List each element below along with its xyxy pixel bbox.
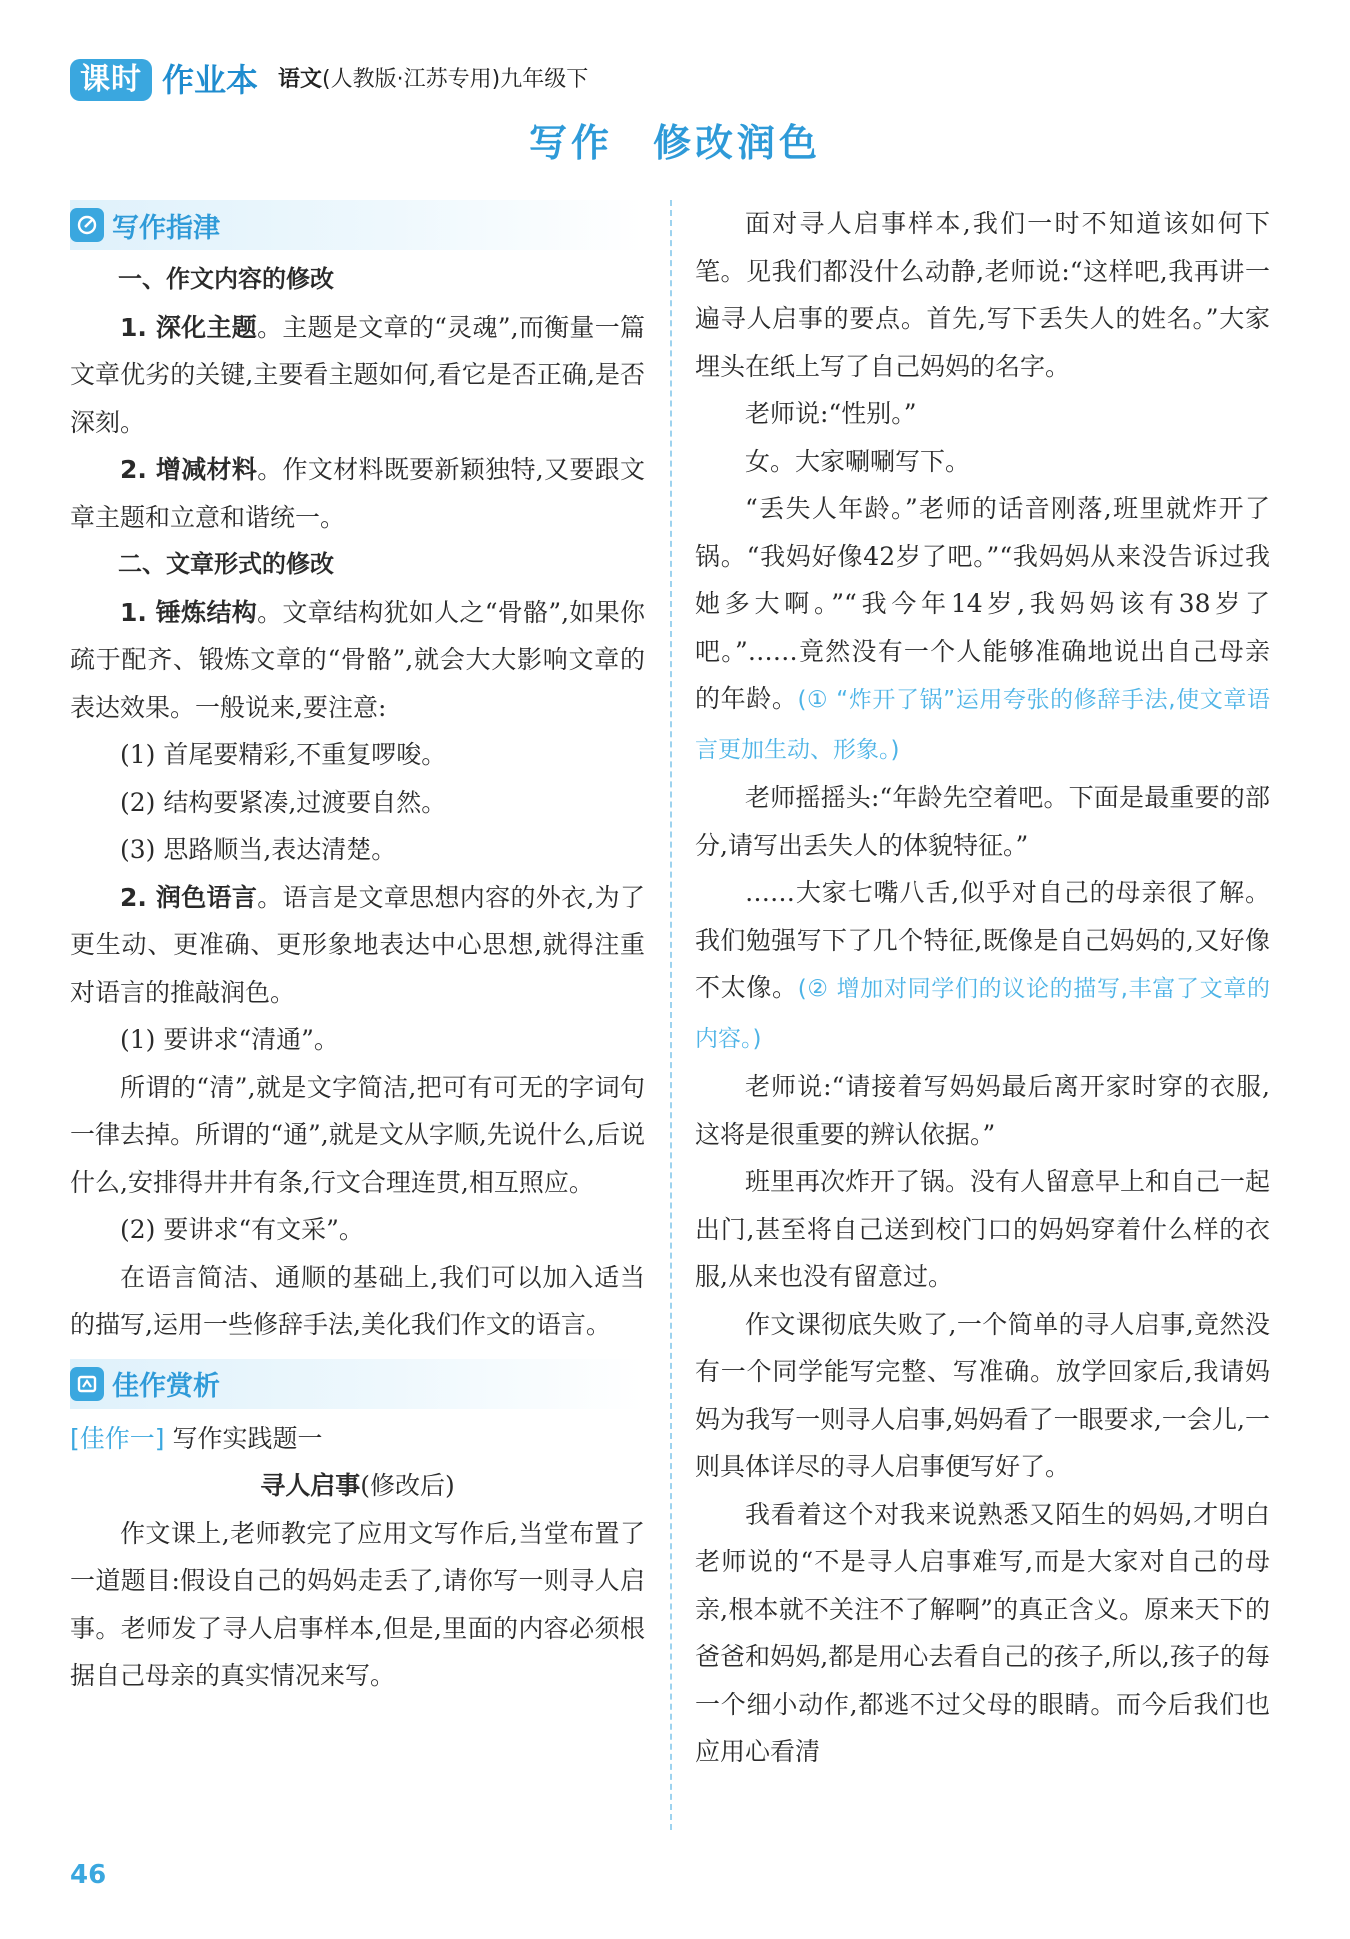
paragraph-text: 。主题是文章的“灵魂”,而衡量一篇文章优劣的关键,主要看主题如何,看它是否正确,是否深刻。 [70,312,645,437]
list-item: (2) 要讲求“有文采”。 [120,1215,364,1244]
left-column [70,200,645,1700]
logo-text: 课时 [80,62,142,97]
paragraph-text: “丢失人年龄。”老师的话音刚落,班里就炸开了锅。“我妈好像42岁了吧。”“我妈妈从来没告诉过我她多大啊。”“我今年14岁,我妈妈该有38岁了吧。”……竟然没有一个人能够准确地说出自己母亲的年龄。 [695,494,1270,713]
paragraph: 在语言简洁、通顺的基础上,我们可以加入适当的描写,运用一些修辞手法,美化我们作文的语言。 [70,1262,645,1339]
logo [70,59,152,101]
column-divider [670,200,672,1830]
essay-paragraph: 女。大家唰唰写下。 [745,446,971,476]
list-item: (1) 首尾要精彩,不重复啰唆。 [120,740,447,769]
list-item: (2) 结构要紧凑,过渡要自然。 [120,787,447,817]
paragraph [70,874,645,1017]
example-label [70,1415,645,1463]
paragraph-lead: 1. 锤炼结构 [120,597,258,627]
essay-paragraph: 我看着这个对我来说熟悉又陌生的妈妈,才明白老师说的“不是寻人启事难写,而是大家对自己的母亲,根本就不关注不了解啊”的真正含义。原来天下的爸爸和妈妈,都是用心去看自己的孩子,所以,孩子的每一个细小动作,都逃不过父母的眼睛。而今后我们也应用心看清 [695,1499,1270,1766]
title-part2: 修改润色 [653,121,822,165]
pencil-badge-icon [70,208,104,242]
header [70,56,588,104]
essay-paragraph: 老师说:“请接着写妈妈最后离开家时穿的衣服,这将是很重要的辨认依据。” [695,1072,1270,1149]
section-appreciation [70,1359,645,1409]
list-item: (1) 要讲求“清通”。 [120,1025,339,1054]
essay-paragraph: 老师说:“性别。” [745,399,917,428]
paragraph [70,589,645,732]
essay-paragraph: 面对寻人启事样本,我们一时不知道该如何下笔。见我们都没什么动静,老师说:“这样吧,我再讲一遍寻人启事的要点。首先,写下丢失人的姓名。”大家埋头在纸上写了自己妈妈的名字。 [695,209,1270,381]
paragraph-lead: 2. 增减材料 [120,455,258,484]
title-part1: 写作 [528,121,613,165]
page-title [0,112,1350,167]
section-label: 佳作赏析 [112,1371,220,1402]
essay-title-note: (修改后) [360,1471,455,1500]
paragraph-lead: 2. 润色语言 [120,882,258,912]
paragraph-text: ……大家七嘴八舌,似乎对自己的母亲很了解。我们勉强写下了几个特征,既像是自己妈妈的,又好像不太像。 [695,878,1270,1002]
essay-paragraph [695,869,1270,1063]
paragraph [70,446,645,541]
section-label: 写作指津 [112,212,220,244]
annotation-note: (② 增加对同学们的议论的描写,丰富了文章的内容。) [695,976,1270,1052]
right-column [695,200,1270,1776]
subject: 语文 [278,67,323,92]
heading-form-revision: 二、文章形式的修改 [118,550,334,578]
paragraph-text: 。语言是文章思想内容的外衣,为了更生动、更准确、更形象地表达中心思想,就得注重对语言的推敲润色。 [70,882,645,1007]
essay-title [70,1462,645,1510]
essay-paragraph [695,485,1270,774]
heading-content-revision: 一、作文内容的修改 [118,265,334,293]
essay-paragraph: 班里再次炸开了锅。没有人留意早上和自己一起出门,甚至将自己送到校门口的妈妈穿着什么样的衣服,从来也没有留意过。 [695,1167,1271,1291]
paragraph-text: 。文章结构犹如人之“骨骼”,如果你疏于配齐、锻炼文章的“骨骼”,就会大大影响文章的表达效果。一般说来,要注意: [70,597,645,722]
grade: 九年级下 [500,67,589,92]
annotation-note: (① “炸开了锅”运用夸张的修辞手法,使文章语言更加生动、形象。) [695,687,1270,763]
book-badge-icon [70,1367,104,1401]
paragraph [70,304,645,447]
subject-info [278,60,588,100]
edition: (人教版·江苏专用) [322,67,501,92]
paragraph: 所谓的“清”,就是文字简洁,把可有可无的字词句一律去掉。所谓的“通”,就是文从字顺,先说什么,后说什么,安排得井井有条,行文合理连贯,相互照应。 [70,1072,645,1197]
essay-paragraph: 作文课彻底失败了,一个简单的寻人启事,竟然没有一个同学能写完整、写准确。放学回家后,我请妈妈为我写一则寻人启事,妈妈看了一眼要求,一会儿,一则具体详尽的寻人启事便写好了。 [695,1309,1270,1481]
list-item: (3) 思路顺当,表达清楚。 [120,835,397,864]
essay-title-text: 寻人启事 [260,1471,361,1500]
brand-name: 作业本 [162,61,259,99]
example-name: 写作实践题一 [172,1423,323,1453]
paragraph-lead: 1. 深化主题 [120,312,258,342]
paragraph-text: 。作文材料既要新颖独特,又要跟文章主题和立意和谐统一。 [70,455,645,532]
page-number: 46 [70,1860,107,1890]
essay-paragraph: 老师摇摇头:“年龄先空着吧。下面是最重要的部分,请写出丢失人的体貌特征。” [695,783,1270,860]
essay-paragraph: 作文课上,老师教完了应用文写作后,当堂布置了一道题目:假设自己的妈妈走丢了,请你写一则寻人启事。老师发了寻人启事样本,但是,里面的内容必须根据自己母亲的真实情况来写。 [70,1518,645,1690]
section-writing-guide [70,200,645,250]
example-tag: [佳作一] [70,1423,165,1453]
